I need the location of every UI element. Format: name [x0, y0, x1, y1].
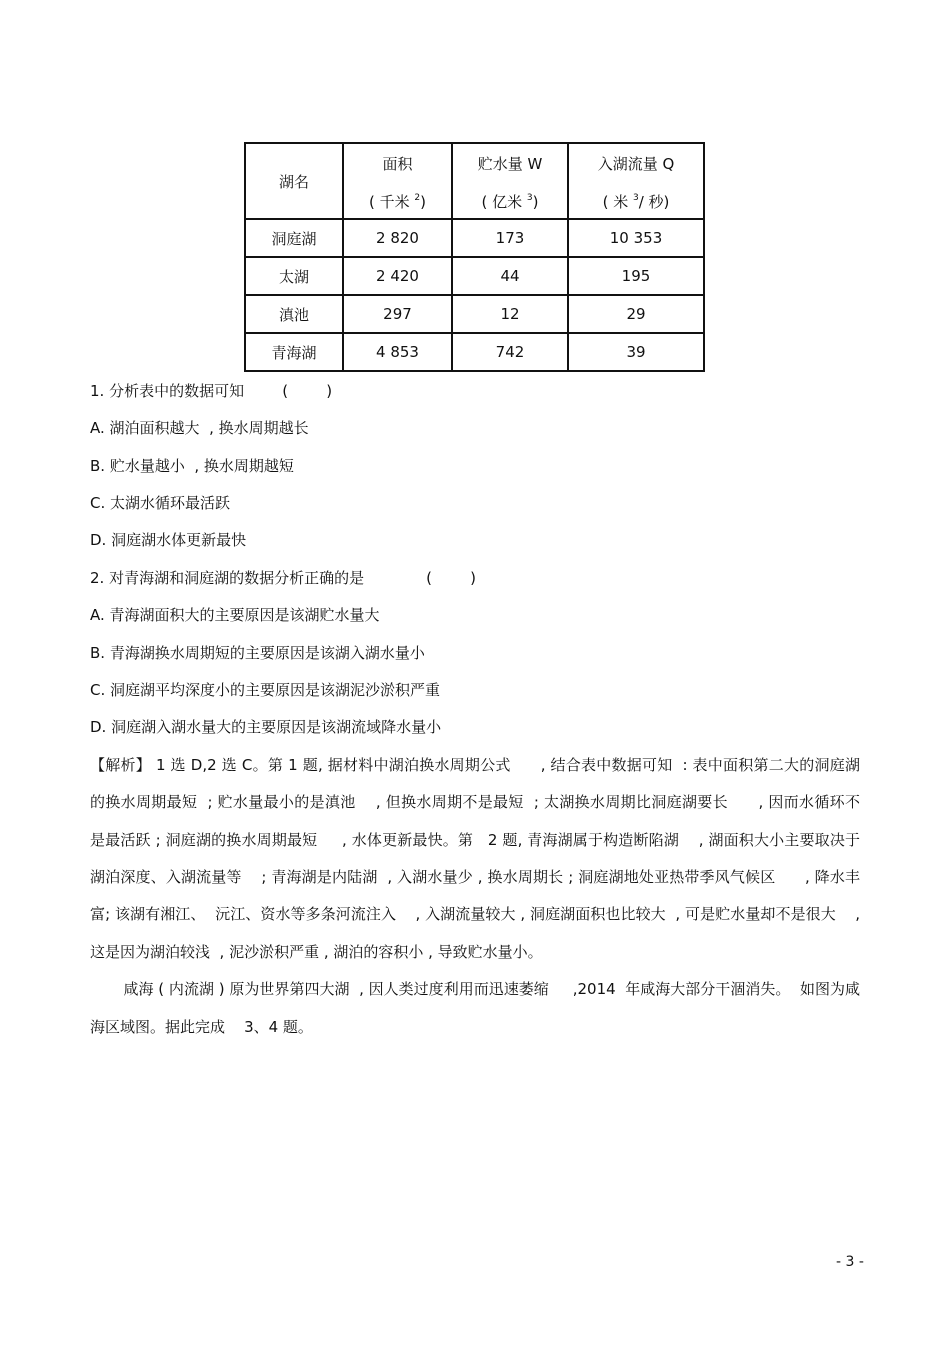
question-1-option-b: B. 贮水量越小 , 换水周期越短 — [90, 457, 294, 475]
analysis-line: 【解析】 1 选 D,2 选 C。第 1 题, 据材料中湖泊换水周期公式 , 结合表中数据可知 : 表中面积第二大的洞庭湖 — [90, 756, 860, 774]
cell-lake-name: 青海湖 — [245, 333, 343, 371]
question-1-option-d: D. 洞庭湖水体更新最快 — [90, 531, 247, 549]
question-1-option-c: C. 太湖水循环最活跃 — [90, 494, 231, 512]
cell-area: 297 — [343, 295, 452, 333]
question-2-option-c: C. 洞庭湖平均深度小的主要原因是该湖泥沙淤积严重 — [90, 681, 441, 699]
table-header-row — [245, 143, 704, 219]
header-area-label: 面积 — [382, 155, 413, 173]
analysis-line: 是最活跃 ; 洞庭湖的换水周期最短 , 水体更新最快。第 2 题, 青海湖属于构造断陷湖 , 湖面积大小主要取决于 — [90, 831, 860, 849]
header-storage-unit: ( 亿米 $^3$) — [481, 193, 539, 211]
analysis-line: 的换水周期最短 ; 贮水量最小的是滇池 , 但换水周期不是最短 ; 太湖换水周期比洞庭湖要长 , 因而水循环不 — [90, 793, 860, 811]
cell-area: 4 853 — [343, 333, 452, 371]
lake-data-table — [244, 142, 705, 372]
question-2-stem: 2. 对青海湖和洞庭湖的数据分析正确的是 ( ) — [90, 569, 476, 587]
table-row — [245, 257, 704, 295]
cell-lake-name: 太湖 — [245, 257, 343, 295]
cell-inflow: 29 — [568, 295, 704, 333]
header-area-unit: ( 千米 $^2$) — [369, 193, 426, 211]
question-1-option-a: A. 湖泊面积越大 , 换水周期越长 — [90, 419, 309, 437]
analysis-line: 湖泊深度、入湖流量等 ; 青海湖是内陆湖 , 入湖水量少 , 换水周期长 ; 洞庭湖地处亚热带季风气候区 , 降水丰 — [90, 868, 860, 886]
header-inflow-unit: ( 米 $^3$/ 秒) — [602, 193, 670, 211]
cell-storage: 44 — [452, 257, 568, 295]
header-storage-label: 贮水量 W — [477, 155, 543, 173]
cell-lake-name: 滇池 — [245, 295, 343, 333]
analysis-line: 这是因为湖泊较浅 , 泥沙淤积严重 , 湖泊的容积小 , 导致贮水量小。 — [90, 943, 543, 961]
cell-storage: 12 — [452, 295, 568, 333]
analysis-line: 富; 该湖有湘江、 沅江、资水等多条河流注入 , 入湖流量较大 , 洞庭湖面积也比较大 , 可是贮水量却不是很大 , — [90, 905, 860, 923]
question-2-option-a: A. 青海湖面积大的主要原因是该湖贮水量大 — [90, 606, 380, 624]
cell-area: 2 420 — [343, 257, 452, 295]
cell-inflow: 195 — [568, 257, 704, 295]
cell-inflow: 39 — [568, 333, 704, 371]
header-area — [343, 143, 452, 219]
page-number: - 3 - — [836, 1254, 864, 1270]
intro-line: 咸海 ( 内流湖 ) 原为世界第四大湖 , 因人类过度利用而迅速萎缩 ,2014 年咸海大部分干涸消失。 如图为咸 — [90, 980, 860, 998]
cell-inflow: 10 353 — [568, 219, 704, 257]
table-row — [245, 333, 704, 371]
question-2-option-b: B. 青海湖换水周期短的主要原因是该湖入湖水量小 — [90, 644, 425, 662]
cell-storage: 742 — [452, 333, 568, 371]
question-2-option-d: D. 洞庭湖入湖水量大的主要原因是该湖流域降水量小 — [90, 718, 442, 736]
question-1-stem: 1. 分析表中的数据可知 ( ) — [90, 382, 333, 400]
cell-area: 2 820 — [343, 219, 452, 257]
table-row — [245, 295, 704, 333]
header-lake-name: 湖名 — [245, 143, 343, 219]
header-inflow — [568, 143, 704, 219]
intro-line: 海区域图。据此完成 3、4 题。 — [90, 1018, 313, 1036]
cell-lake-name: 洞庭湖 — [245, 219, 343, 257]
header-inflow-label: 入湖流量 Q — [597, 155, 675, 173]
header-storage — [452, 143, 568, 219]
cell-storage: 173 — [452, 219, 568, 257]
table-row — [245, 219, 704, 257]
